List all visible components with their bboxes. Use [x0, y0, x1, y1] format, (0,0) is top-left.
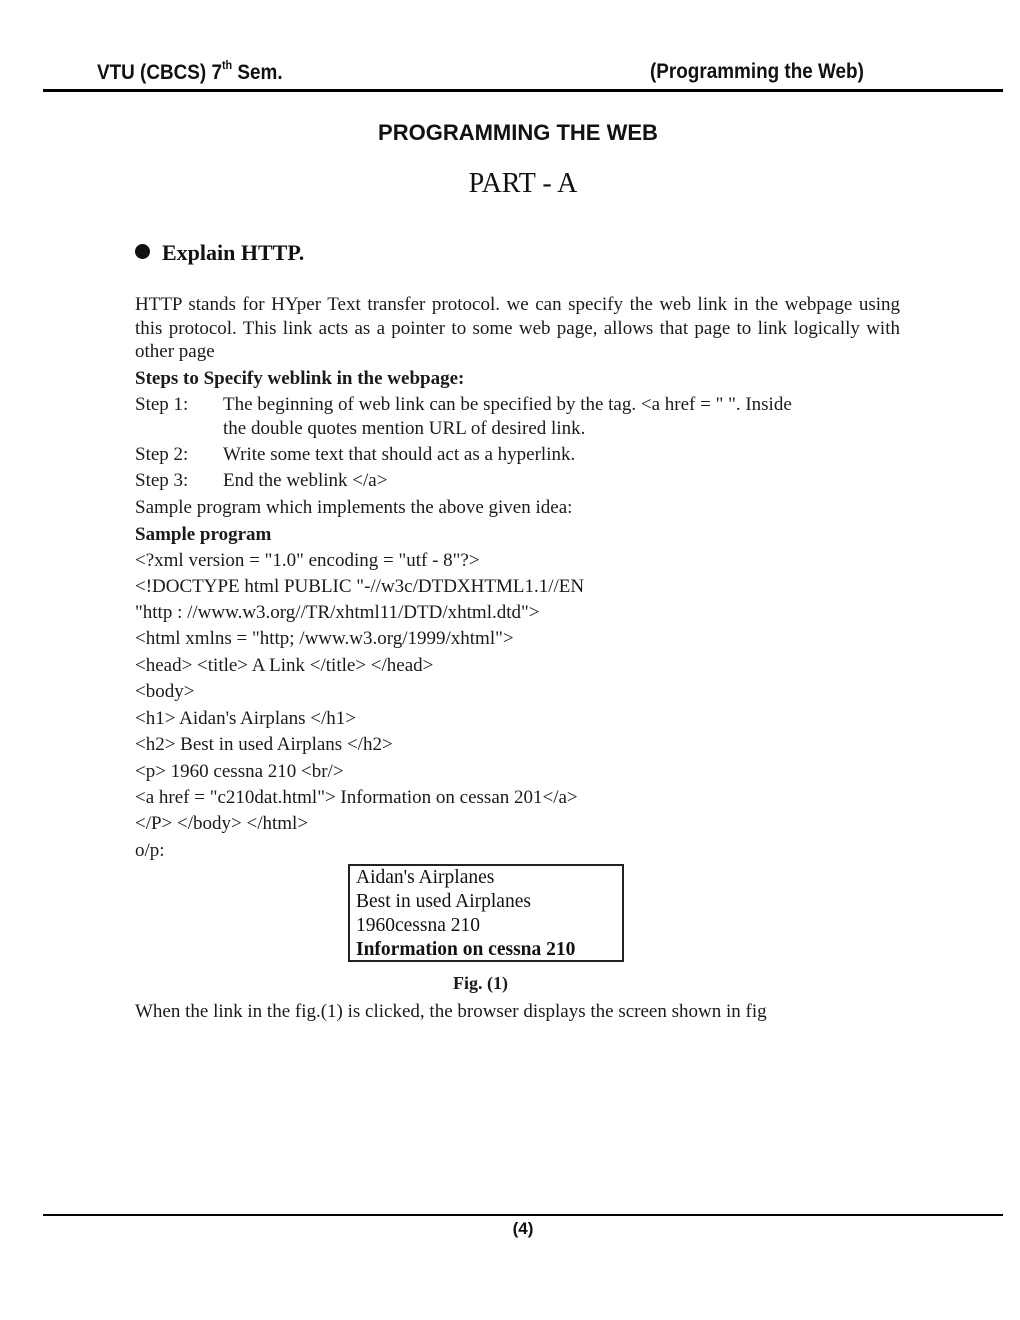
code-line: <html xmlns = "http; /www.w3.org/1999/xhtml">: [135, 628, 514, 649]
closing-text: When the link in the fig.(1) is clicked, the browser displays the screen shown in fig: [135, 1001, 767, 1022]
step-3-label: Step 3:: [135, 470, 189, 491]
steps-heading: Steps to Specify weblink in the webpage:: [135, 368, 465, 389]
page-title: PROGRAMMING THE WEB: [378, 120, 658, 145]
code-line: <p> 1960 cessna 210 <br/>: [135, 761, 344, 782]
code-line: <?xml version = "1.0" encoding = "utf - 8"?>: [135, 550, 480, 571]
code-line: <h1> Aidan's Airplans </h1>: [135, 708, 356, 729]
code-line: <!DOCTYPE html PUBLIC "-//w3c/DTDXHTML1.1//EN: [135, 576, 585, 597]
output-label: o/p:: [135, 840, 165, 861]
footer-rule: [43, 1214, 1003, 1216]
page-number: (4): [512, 1219, 534, 1238]
header-right: (Programming the Web): [650, 60, 864, 83]
figure-link: Information on cessna 210: [356, 939, 576, 960]
code-line: <body>: [135, 681, 195, 702]
figure-line-h2: Best in used Airplanes: [356, 891, 531, 912]
header-rule: [43, 89, 1003, 92]
question-heading: [135, 240, 304, 266]
header-left: [97, 60, 283, 85]
step-2-label: Step 2:: [135, 444, 189, 465]
code-line: "http : //www.w3.org//TR/xhtml11/DTD/xhtml.dtd">: [135, 602, 540, 623]
step-1-label: Step 1:: [135, 394, 189, 415]
figure-line-h1: Aidan's Airplanes: [356, 867, 495, 888]
sample-intro: Sample program which implements the above given idea:: [135, 497, 573, 518]
header-sem: Sem.: [232, 61, 283, 84]
part-heading: PART - A: [468, 168, 578, 199]
code-line: <head> <title> A Link </title> </head>: [135, 655, 434, 676]
question-text: Explain HTTP.: [162, 240, 305, 265]
header-sup: th: [221, 58, 233, 72]
step-1-text: The beginning of web link can be specified by the tag. <a href = " ". Inside: [223, 394, 792, 415]
code-line: <h2> Best in used Airplans </h2>: [135, 734, 393, 755]
header-course: VTU (CBCS) 7: [97, 61, 222, 84]
code-line: </P> </body> </html>: [135, 813, 309, 834]
figure-caption: Fig. (1): [453, 973, 508, 993]
step-3-text: End the weblink </a>: [223, 470, 388, 491]
intro-paragraph: HTTP stands for HYper Text transfer protocol. we can specify the web link in the webpage using this protocol. This link acts as a pointer to some web page, allows that page to link logically with other page: [135, 294, 900, 362]
step-1-text-cont: the double quotes mention URL of desired link.: [223, 418, 586, 439]
step-2-text: Write some text that should act as a hyperlink.: [223, 444, 576, 465]
code-line: <a href = "c210dat.html"> Information on cessan 201</a>: [135, 787, 578, 808]
sample-heading: Sample program: [135, 524, 272, 545]
figure-line-p: 1960cessna 210: [356, 915, 481, 936]
bullet-icon: [135, 244, 150, 259]
